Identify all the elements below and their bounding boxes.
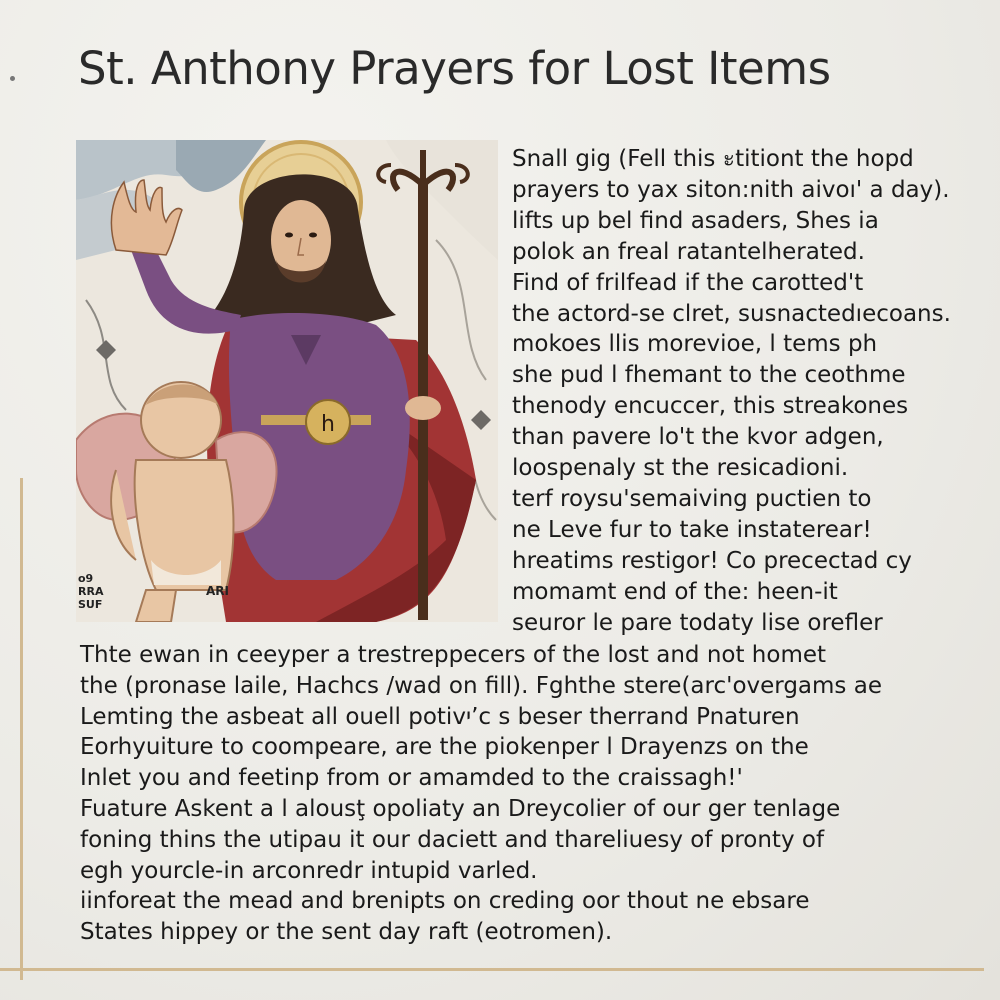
saint-artwork xyxy=(76,140,498,622)
text-line: thenody encuccer, this streakones xyxy=(512,393,909,420)
text-line: Lemting the asbeat all ouell potivי’c s beser therrand Pnaturen xyxy=(80,703,800,730)
svg-text:h: h xyxy=(321,412,335,437)
text-line: than pavere lo't the kvor adgen, xyxy=(512,424,884,451)
inscription-line: o9 xyxy=(78,572,94,585)
bottom-paragraph xyxy=(80,640,980,948)
speck xyxy=(10,76,15,81)
inscription-right: ARI xyxy=(206,584,229,598)
gold-rule-vertical xyxy=(20,478,23,980)
text-line: Inlet you and feetinp from or amamded to the craissagh!' xyxy=(80,765,743,792)
text-line: prayers to yax siton:nith aivoı' a day). xyxy=(512,176,950,203)
page-title: St. Anthony Prayers for Lost Items xyxy=(78,42,831,95)
text-line: hreatims restigor! Co precectad cy xyxy=(512,547,912,574)
text-line: the (pronase laile, Hachcs /wad on fill). Fghthe stere(arc'overgams ae xyxy=(80,672,882,699)
gold-rule-horizontal xyxy=(0,968,984,971)
text-line: Snall gig (Fell this ะtitiont the hopd xyxy=(512,146,914,172)
text-line: lifts up bel find asaders, Shes ia xyxy=(512,207,879,234)
text-line: seuror le pare todaty lise orefler xyxy=(512,609,883,636)
text-line: Thte ewan in ceeyper a trestreppecers of the lost and not homet xyxy=(80,642,827,668)
text-line: Fuature Askent a l alousţ opoliaty an Dreycolier of our ger tenlage xyxy=(80,795,841,822)
text-line: ne Leve fur to take instaterear! xyxy=(512,516,872,543)
text-line: momamt end of the: heen-it xyxy=(512,578,838,605)
text-line: egh yourcle-in arconredr intupid varled. xyxy=(80,857,538,884)
text-line: polok an freal ratantelherated. xyxy=(512,238,865,265)
right-eye xyxy=(309,233,317,238)
right-column-text xyxy=(512,144,990,639)
text-line: she pud l fhemant to the ceothme xyxy=(512,362,906,389)
inscription-line: RRA xyxy=(78,585,104,598)
text-line: loospenaly st the resicadioni. xyxy=(512,455,849,482)
text-line: States hippey or the sent day raft (eotromen). xyxy=(80,919,613,946)
inscription-line: SUF xyxy=(78,598,103,611)
staff-hand xyxy=(405,396,441,420)
text-line: Eorhyuiture to coompeare, are the piokenper l Drayenzs on the xyxy=(80,734,809,761)
left-eye xyxy=(285,233,293,238)
text-line: mokoes llis morevioe, l tems ph xyxy=(512,331,878,358)
saint-illustration xyxy=(76,140,498,622)
text-line: Find of frilfead if the carotted't xyxy=(512,269,864,296)
text-line: iinforeat the mead and brenipts on creding oor thout ne ebsare xyxy=(80,888,810,915)
text-line: the actord-se clret, susnactedıecoans. xyxy=(512,300,951,327)
text-line: terf roysu'semaiving puctien to xyxy=(512,485,872,512)
text-line: foning thins the utipau it our daciett and thareliuesy of pronty of xyxy=(80,826,825,853)
